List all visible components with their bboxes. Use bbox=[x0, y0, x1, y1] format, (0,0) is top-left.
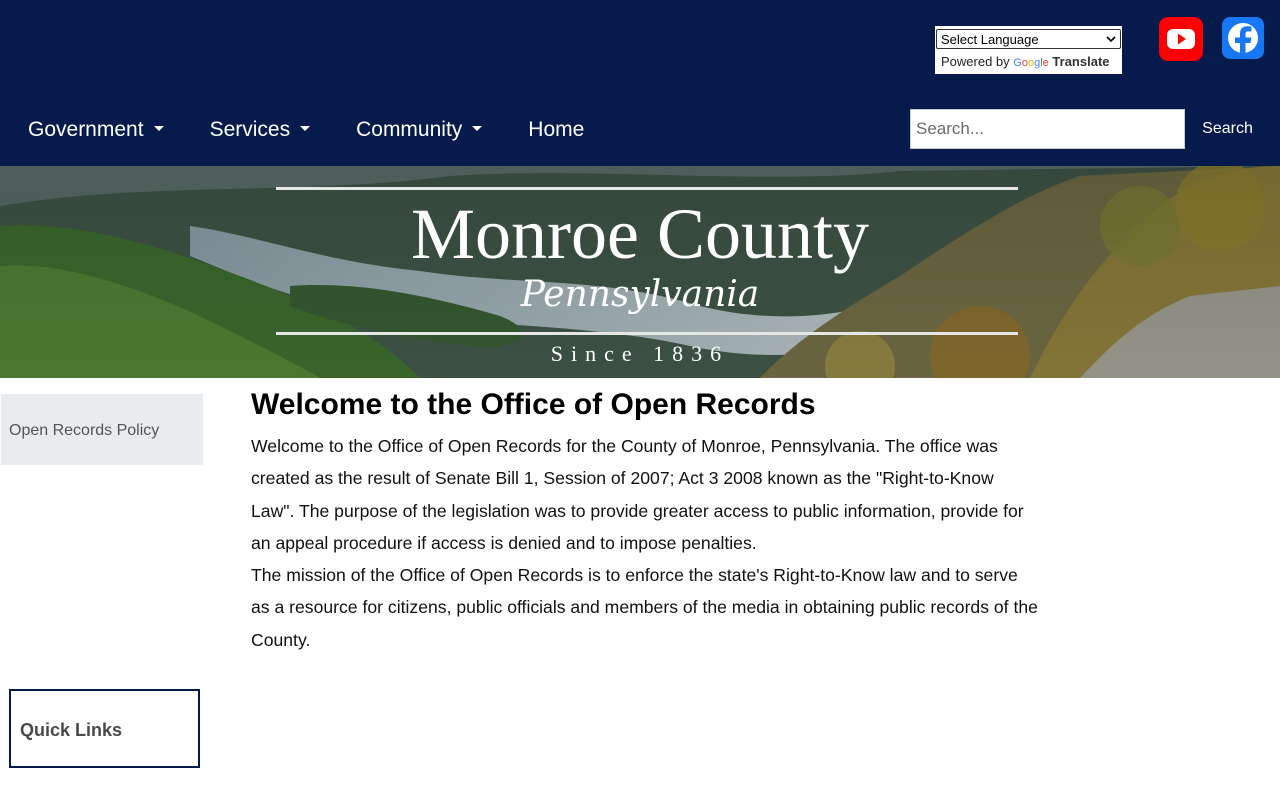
nav-community[interactable] bbox=[356, 118, 482, 142]
county-banner bbox=[0, 166, 1280, 378]
translate-link[interactable]: Translate bbox=[1052, 54, 1110, 69]
site-header bbox=[0, 0, 1280, 166]
banner-bottom-rule bbox=[276, 332, 1018, 335]
nav-government-label: Government bbox=[28, 118, 144, 141]
banner-subtitle: Pennsylvania bbox=[520, 274, 760, 315]
sidebar-link-open-records-policy[interactable] bbox=[1, 394, 203, 465]
nav-services-label: Services bbox=[209, 118, 291, 141]
google-logo[interactable]: Google bbox=[1013, 57, 1049, 69]
caret-down-icon bbox=[472, 126, 482, 131]
language-select[interactable] bbox=[936, 29, 1121, 49]
intro-paragraph: Welcome to the Office of Open Records for the County of Monroe, Pennsylvania. The office was created as the result of Senate Bill 1, Session of 2007; Act 3 2008 known as the "Right-to-Know Law". The purpose of the legislation was to provide greater access to public information, provide for an appeal procedure if access is denied and to impose penalties. bbox=[251, 436, 1024, 553]
powered-by-label: Powered by bbox=[941, 54, 1010, 69]
banner-landscape-image bbox=[0, 166, 1280, 378]
youtube-icon[interactable] bbox=[1159, 17, 1203, 61]
page-title: Welcome to the Office of Open Records bbox=[251, 388, 816, 421]
banner-top-rule bbox=[276, 187, 1018, 190]
chevron-down-icon bbox=[1105, 33, 1117, 45]
mission-paragraph: The mission of the Office of Open Records is to enforce the state's Right-to-Know law and to serve as a resource for citizens, public officials and members of the media in obtaining public records of the County. bbox=[251, 565, 1038, 650]
caret-down-icon bbox=[154, 126, 164, 131]
powered-by-google-translate bbox=[936, 54, 1121, 69]
sidebar-link-label: Open Records Policy bbox=[9, 422, 160, 439]
nav-services[interactable] bbox=[210, 118, 311, 142]
nav-home-label: Home bbox=[528, 118, 585, 141]
quick-links-box bbox=[9, 689, 200, 768]
nav-government[interactable] bbox=[28, 118, 164, 142]
caret-down-icon bbox=[300, 126, 310, 131]
main-nav bbox=[28, 112, 630, 148]
facebook-icon[interactable] bbox=[1222, 17, 1264, 59]
main-content bbox=[251, 386, 1041, 656]
banner-since: Since 1836 bbox=[550, 341, 730, 366]
nav-home[interactable] bbox=[528, 118, 584, 142]
quick-links-title: Quick Links bbox=[20, 720, 123, 740]
nav-community-label: Community bbox=[356, 118, 463, 141]
search-button[interactable]: Search bbox=[1190, 109, 1265, 149]
search-input[interactable] bbox=[910, 109, 1185, 149]
language-select-value: Select Language bbox=[941, 31, 1039, 47]
google-translate-widget bbox=[935, 26, 1122, 74]
banner-title: Monroe County bbox=[411, 194, 869, 274]
